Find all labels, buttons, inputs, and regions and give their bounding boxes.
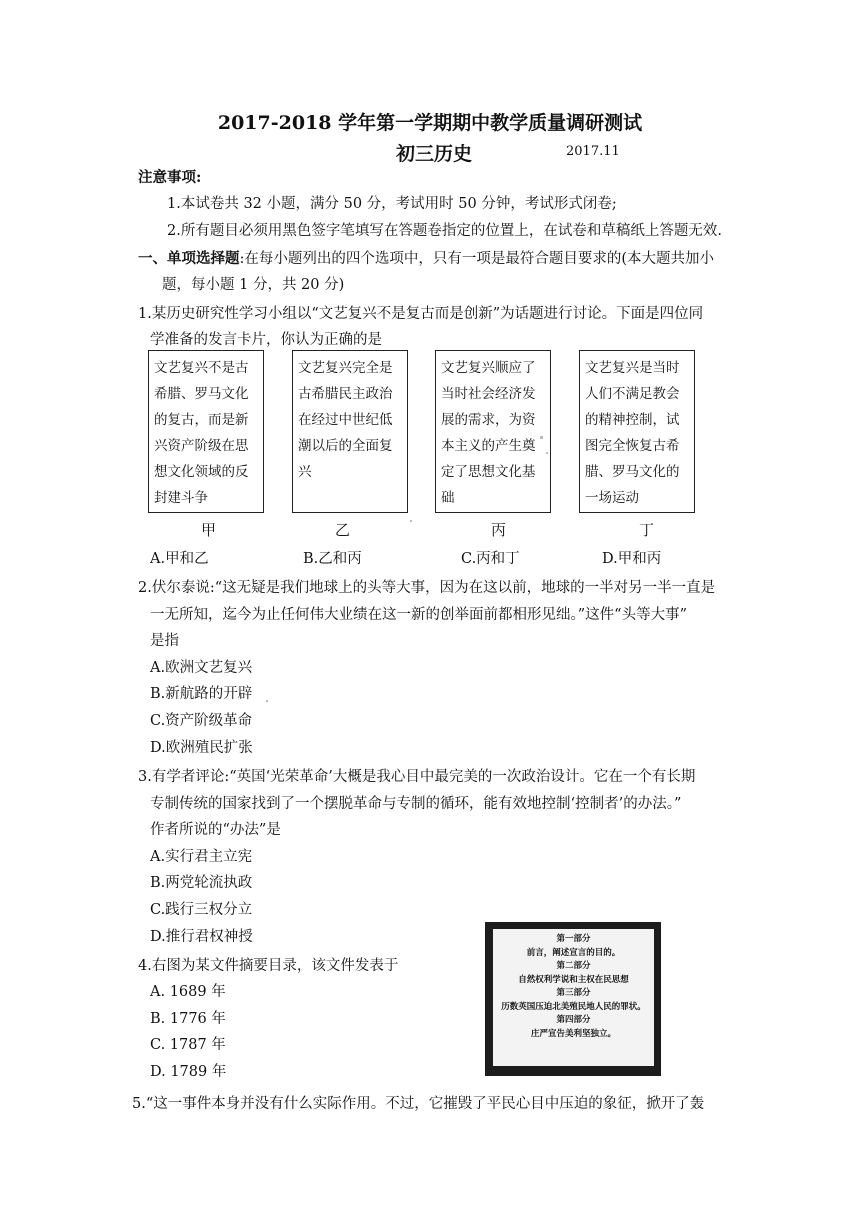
notice-item-1: 1.本试卷共 32 小题，满分 50 分，考试用时 50 分钟，考试形式闭卷; <box>167 196 617 212</box>
document-contents-image <box>485 922 661 1076</box>
q2-stem-3: 是指 <box>150 633 179 649</box>
q2-option-a: A.欧洲文艺复兴 <box>150 660 253 676</box>
q1-option-d: D.甲和丙 <box>602 551 662 567</box>
notice-item-2: 2.所有题目必须用黑色签字笔填写在答题卷指定的位置上，在试卷和草稿纸上答题无效. <box>167 223 722 239</box>
q3-option-c: C.践行三权分立 <box>150 902 253 918</box>
doc-part-1-title: 第一部分 <box>556 934 591 944</box>
q3-stem-1: 3.有学者评论:“英国‘光荣革命’大概是我心目中最完美的一次政治设计。它在一个有长期 <box>138 769 696 785</box>
q4-option-c: C. 1787 年 <box>150 1037 226 1053</box>
card-label-jia: 甲 <box>201 521 217 539</box>
doc-part-4-text: 庄严宣告美利坚独立。 <box>530 1028 616 1039</box>
scan-speck <box>410 520 412 522</box>
card-label-bing: 丙 <box>491 521 507 539</box>
exam-date: 2017.11 <box>566 144 620 159</box>
card-jia: 文艺复兴不是古希腊、罗马文化的复古，而是新兴资产阶级在思想文化领域的反封建斗争 <box>148 350 264 513</box>
q2-option-d: D.欧洲殖民扩张 <box>150 740 253 756</box>
q1-stem-1: 1.某历史研究性学习小组以“文艺复兴不是复古而是创新”为话题进行讨论。下面是四位同 <box>138 306 704 322</box>
doc-part-3-title: 第三部分 <box>556 988 591 998</box>
scan-speck <box>266 700 268 702</box>
q4-option-a: A. 1689 年 <box>150 984 226 1000</box>
q2-stem-2: 一无所知，迄今为止任何伟大业绩在这一新的创举面前都相形见绌。”这件“头等大事” <box>150 607 687 623</box>
card-label-yi: 乙 <box>335 521 351 539</box>
doc-part-4-title: 第四部分 <box>556 1015 591 1025</box>
q3-stem-3: 作者所说的“办法”是 <box>150 822 281 838</box>
q4-option-b: B. 1776 年 <box>150 1011 226 1027</box>
section-1-label: 一、单项选择题 <box>138 250 240 267</box>
section-1-desc-1: :在每小题列出的四个选项中，只有一项是最符合题目要求的(本大题共加小 <box>239 251 715 267</box>
card-yi: 文艺复兴完全是古希腊民主政治在经过中世纪低潮以后的全面复兴 <box>292 350 408 513</box>
q1-option-b: B.乙和丙 <box>303 551 362 567</box>
doc-part-1-text: 前言，阐述宣言的目的。 <box>526 947 621 958</box>
card-ding: 文艺复兴是当时人们不满足教会的精神控制，试图完全恢复古希腊、罗马文化的一场运动 <box>579 350 695 513</box>
card-label-ding: 丁 <box>639 521 655 539</box>
section-1-heading <box>138 247 714 268</box>
q3-option-d: D.推行君权神授 <box>150 929 253 945</box>
exam-subject: 初三历史 <box>396 143 473 165</box>
section-1-desc-2: 题，每小题 1 分，共 20 分) <box>162 277 345 293</box>
q1-option-c: C.丙和丁 <box>461 551 520 567</box>
q4-stem: 4.右图为某文件摘要目录，该文件发表于 <box>138 958 399 974</box>
document-contents-list <box>493 929 654 1066</box>
q4-option-d: D. 1789 年 <box>150 1064 227 1080</box>
q2-option-b: B.新航路的开辟 <box>150 686 253 702</box>
q3-option-a: A.实行君主立宪 <box>150 849 253 865</box>
q2-stem-1: 2.伏尔泰说:“这无疑是我们地球上的头等大事，因为在这以前，地球的一半对另一半一直是 <box>138 580 716 596</box>
q3-stem-2: 专制传统的国家找到了一个摆脱革命与专制的循环，能有效地控制‘控制者’的办法。” <box>150 796 682 812</box>
q3-option-b: B.两党轮流执政 <box>150 875 253 891</box>
exam-title: 2017-2018 学年第一学期期中教学质量调研测试 <box>217 112 643 134</box>
card-bing: 文艺复兴顺应了当时社会经济发展的需求，为资本主义的产生奠定了思想文化基础 <box>435 350 551 513</box>
notice-heading: 注意事项: <box>138 169 202 186</box>
q1-stem-2: 学准备的发言卡片，你认为正确的是 <box>150 332 382 348</box>
doc-part-2-title: 第二部分 <box>556 961 591 971</box>
scan-speck <box>540 436 543 439</box>
doc-part-3-text: 历数英国压迫北美殖民地人民的罪状。 <box>501 1001 646 1012</box>
scan-speck <box>546 452 548 454</box>
q2-option-c: C.资产阶级革命 <box>150 713 253 729</box>
q5-stem: 5.“这一事件本身并没有什么实际作用。不过，它摧毁了平民心目中压迫的象征，掀开了轰 <box>132 1096 705 1112</box>
doc-part-2-text: 自然权利学说和主权在民思想 <box>518 974 629 985</box>
q1-option-a: A.甲和乙 <box>150 551 209 567</box>
